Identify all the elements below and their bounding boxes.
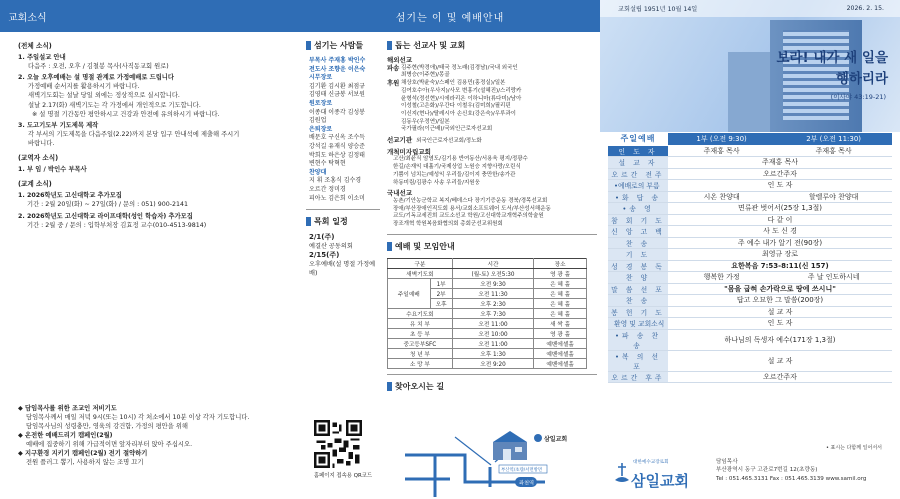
mission-value: 최병승(이주현)/몽골	[401, 72, 450, 79]
campaign-title: 담임목사를 위한 조교인 저비기도	[25, 404, 117, 412]
order-value: 최영규 장로	[668, 249, 892, 261]
mission-label	[387, 119, 401, 127]
mission-subheading: 선교기관	[387, 136, 413, 145]
worship-order-row	[608, 350, 892, 371]
minister-line: 이종대 이종각 김성봉	[309, 108, 365, 116]
row-time: (월-토) 오전5:30	[452, 268, 534, 278]
mission-value: 김여호수아(우사지)/사모 변홍기(설혜진)/스리랑카	[401, 87, 522, 94]
table-header: 장소	[534, 258, 587, 268]
order-label: 기 도	[608, 249, 668, 261]
news-line: 1. 2026학년도 고신대학교 추가모집	[18, 192, 122, 200]
schedule-text: 오후예배(설 명절 가정예배)	[309, 261, 376, 278]
news-line: ※ 설 명절 기간동안 평안하시고 건강과 안전에 유의하시기 바랍니다.	[32, 110, 220, 118]
row-place: 예벤에셀홀	[534, 358, 587, 368]
worship-order-row	[608, 191, 892, 203]
table-row	[388, 328, 587, 338]
row-time: 오전 10:00	[452, 328, 534, 338]
news-line: 가정예배 순서지를 활용하시기 바랍니다.	[28, 83, 140, 91]
mission-label: 후원	[387, 79, 400, 88]
row-name: 소 망 부	[388, 358, 453, 368]
worship-order-row	[608, 306, 892, 318]
minister-line: 피아노 김은희 이소미	[309, 194, 365, 202]
mission-text: 하동미림/김광수 사송 우리들/지원웅	[393, 179, 480, 186]
schedule-heading: 목회 일정	[306, 216, 380, 227]
row-place: 은 혜 홀	[534, 308, 587, 318]
row-name: 중고등부SFC	[388, 338, 453, 348]
order-value: 인 도 자	[668, 180, 892, 192]
row-place: 영 광 홀	[534, 328, 587, 338]
news-title: 교회소식	[0, 0, 300, 32]
mission-label	[387, 88, 401, 96]
schedule-date: 2/1(주)	[309, 233, 335, 242]
map-heading: 찾아오시는 길	[387, 381, 597, 392]
ministers-column	[306, 40, 380, 278]
minister-line: 김원업	[309, 117, 327, 125]
mission-value: 김동우(우정연)/일본	[401, 118, 450, 125]
mission-value: 김주현(박경애)/태국 정노래(김경남)/국내 외국인	[401, 64, 518, 71]
worship-label: 주일예배	[608, 133, 668, 145]
order-label: •화 답 송	[608, 191, 668, 203]
order-label: 찬 양	[608, 272, 668, 284]
mission-row	[387, 72, 597, 80]
news-line: 설날 2.17(화) 새벽기도는 각 가정에서 개인적으로 기도합니다.	[28, 101, 201, 109]
order-value: 인 도 자	[668, 318, 892, 330]
ministers-list	[306, 57, 380, 203]
church-address: 담임목사 부산광역시 동구 고관로7번길 12(초량동) Tel : 051.465.3131 Fax : 051.465.3139 www.samil.org	[716, 459, 867, 482]
order-value: 오르간주자	[668, 371, 892, 383]
first-service: 1부 (오전 9:30)	[668, 133, 775, 145]
order-value: 주 날 인도하시네	[775, 272, 892, 284]
service-panel	[300, 0, 600, 499]
minister-line: 김기환 김시환 최점규	[309, 82, 365, 90]
row-place: 예벤에셀홀	[534, 348, 587, 358]
minister-line: 오르간 정미경	[309, 185, 346, 193]
minister-line: 박희도 하은상 김정태	[309, 151, 365, 159]
minister-line: 원로장로	[309, 99, 333, 107]
mission-value: 윤형석(정선현)/시에라리온 이하니마(류다미)/남아	[401, 95, 522, 102]
worship-order-row	[608, 214, 892, 226]
campaign-title: 지구환경 지키기 캠페인(2월) 전기 절약하기	[25, 449, 148, 457]
mission-text: 외국인근로자선교회/정노화	[416, 138, 482, 145]
minister-line: 강석길 유재식 양승준	[309, 142, 365, 150]
table-header: 구분	[388, 258, 453, 268]
order-value: 사 도 신 경	[668, 226, 892, 238]
minister-line: 시무장로	[309, 74, 333, 82]
mission-row	[387, 103, 597, 111]
worship-order-row	[608, 180, 892, 192]
bulletin-cover	[600, 0, 900, 499]
order-label: 성 경 봉 독	[608, 260, 668, 272]
minister-line: 전도사 조향운 이은숙	[309, 65, 366, 73]
mission-value: 이신지(현나)/탈레시아 손신호(강은숙)/우루과이	[401, 110, 516, 117]
order-label: 인 도 자	[608, 145, 668, 157]
schedule-list	[306, 233, 380, 278]
founded-date: 교회설립 1951년 10월 14일	[618, 6, 698, 13]
row-time: 오전 11:30	[452, 288, 534, 298]
qr-code-icon[interactable]	[314, 420, 362, 468]
order-value: 주재홍 목사	[668, 157, 892, 169]
order-value: 하나님의 독생자 예수(171장 1,3절)	[668, 329, 892, 350]
order-label: 참 회 기 도	[608, 214, 668, 226]
qr-caption: 홈페이지 접속용 QR코드	[313, 473, 373, 479]
section-heading: (교계 소식)	[18, 180, 52, 189]
worship-order-row	[608, 371, 892, 383]
table-row	[388, 308, 587, 318]
row-group: 주일예배	[388, 278, 431, 308]
worship-order-row	[608, 329, 892, 350]
order-value: 답고 오묘한 그 말씀(200장)	[668, 295, 892, 307]
minister-line: 찬양대	[309, 168, 327, 176]
row-time: 오전 11:00	[452, 318, 534, 328]
row-name: 청 년 부	[388, 348, 453, 358]
campaign-title: 온전한 예배드리기 캠페인(2월)	[25, 431, 113, 439]
mission-label	[387, 126, 401, 134]
order-label: 환영 및 교회소식	[608, 318, 668, 330]
mission-heading: 돕는 선교사 및 교회	[387, 40, 597, 51]
row-part: 오후	[430, 298, 452, 308]
section-heading: (전체 소식)	[18, 42, 52, 50]
schedule-date: 2/15(주)	[309, 251, 340, 260]
mission-label: 파송	[387, 63, 400, 72]
spacer	[18, 230, 294, 404]
worship-heading: 예배 및 모임안내	[387, 241, 597, 252]
mission-subheading: 개척미자립교회	[387, 147, 431, 156]
order-value: 다 같 이	[668, 214, 892, 226]
order-value: 할렐루야 찬양대	[775, 191, 892, 203]
row-part: 2부	[430, 288, 452, 298]
row-name: 초 등 부	[388, 328, 453, 338]
row-time: 오후 1:30	[452, 348, 534, 358]
mission-value: 국가필라(이근배)/국외인근로자선교회	[401, 126, 493, 133]
campaign-text: 담임목사께서 매일 저녁 9시(또는 10시) 각 처소에서 10분 이상 각자 기도합니다.	[26, 413, 250, 421]
row-name: 유 치 부	[388, 318, 453, 328]
worship-order-row	[608, 145, 892, 157]
minister-line: 김영태 신금봉 서보원	[309, 91, 365, 99]
worship-order-row	[608, 168, 892, 180]
order-value: 설 교 자	[668, 306, 892, 318]
order-label: 찬 송	[608, 237, 668, 249]
logo-mark-icon	[615, 462, 629, 484]
news-body	[0, 32, 300, 467]
mission-text: 교도/기독교세진희 교도소선교 학원/고신대학교개혁주의학술원	[393, 213, 544, 220]
order-label: 말 씀 선 포	[608, 283, 668, 295]
service-title: 섬기는 이 및 예배안내	[300, 0, 600, 32]
news-line: 2. 오늘 오후예배는 설 명절 관계로 가정예배로 드립니다	[18, 74, 174, 82]
bulletin-date: 2026. 2. 15.	[846, 5, 884, 12]
row-time: 오후 2:30	[452, 298, 534, 308]
row-part: 1부	[430, 278, 452, 288]
mission-row	[387, 111, 597, 119]
mission-subheading: 국내선교	[387, 189, 413, 198]
mission-row	[387, 88, 597, 96]
church-logo: 대한예수교장로회 삼일교회	[615, 452, 695, 496]
directions-map	[395, 427, 595, 497]
campaign-text: 예배에 집중하기 위해 가급적이면 앞자리부터 앉아 주십시오.	[26, 440, 193, 448]
mission-row	[387, 126, 597, 134]
row-place: 은 혜 홀	[534, 288, 587, 298]
table-header: 시간	[452, 258, 534, 268]
order-value: 요한복음 7:53-8:11(신 157)	[668, 260, 892, 272]
order-label: 오르간 전주	[608, 168, 668, 180]
mission-list: 해외선교 파송 김주현(박경애)/태국 정노래(김경남)/국내 외국인 최병승(이주현)/몽골 후원 채상호(박윤숙)/스페인 김용민(홍정실)/일본 김여호수아(우사지)/사모 변홍기(설혜진)/스리랑카 윤형석(정선현)/시에라리온 이하니마(류다미)/남아 이성철(고은화)/우간다 이철우(김미희)/필리핀 이신지(현나)/탈레시아 손신호(강은숙)/우루과이 김동우(우정연)/일본 국가필라(이근배)/국외인근로자선교회 선교기관 외국인근로자선교회/정노화 개척미자립교회 고산/최윤식 암염도/김기용 반여동산/서용욱 평지/정광수 한길/손재익 대흘기/국제상업 노원승 지향사랑/오린식 기쁨이 넘치는/예성익 우리들/김이지 충만한/송가관 하동미림/김광수 사송 우리들/지원웅 국내선교 농촌/기안농군학교 복지/베데스다 장기기증운동 경북/경목선교회 장애/부산장애인직도회 용서/교회소프트웨어 도서/부산성서해운동 교도/기독교세진희 교도소선교 학원/고신대학교개혁주의학술원 장조개혁 학원복음화협의회 총회군선교위원회	[387, 57, 597, 229]
news-line: 각 부서의 기도제목을 다음주일(2.22)까지 본당 입구 안내석에 제출해 주시기	[28, 130, 240, 138]
table-row	[388, 348, 587, 358]
mission-label	[387, 111, 401, 119]
order-label: •예배로의 부름	[608, 180, 668, 192]
order-value: "몸을 굽혀 손가락으로 땅에 쓰시니"	[668, 283, 892, 295]
mission-row	[387, 80, 597, 88]
order-value: 행복한 가정	[668, 272, 775, 284]
worship-order-row	[608, 237, 892, 249]
order-value: 주재홍 목사	[775, 145, 892, 157]
stand-note: • 표시는 다함께 일어서서	[825, 445, 882, 451]
row-name: 수요기도회	[388, 308, 453, 318]
order-label: 설 교 자	[608, 157, 668, 169]
row-place: 예벤에셀홀	[534, 338, 587, 348]
order-label: 봉 헌 기 도	[608, 306, 668, 318]
minister-line: 배문호 구신옥 조수득	[309, 134, 365, 142]
news-line: 기간 : 2월 20일(화) ~ 27일(화) / 문의 : 051) 900-2141	[27, 201, 189, 209]
news-line: 1. 주일설교 안내	[18, 54, 66, 62]
order-label: •복 의 선 포	[608, 350, 668, 371]
row-place: 영 광 홀	[534, 268, 587, 278]
news-line: 다음주 : 오전, 오후 / 김철봉 목사(사직동교회 원로)	[28, 63, 169, 71]
row-time: 오전 11:00	[452, 338, 534, 348]
news-line: 3. 도고기도부 기도제목 제작	[18, 121, 99, 129]
worship-order-row	[608, 272, 892, 284]
order-value: 시온 찬양대	[668, 191, 775, 203]
map-station-label: 좌천역	[519, 480, 535, 487]
worship-table	[387, 258, 587, 369]
order-of-worship	[608, 133, 892, 383]
theme-reference: (이사야 43:19-21)	[830, 93, 886, 101]
campaign-text: 담임목사님의 성령충만, 영육의 강건함, 가정의 평안을 위해	[26, 422, 188, 430]
table-row	[388, 278, 587, 288]
mission-column	[387, 40, 597, 398]
worship-order-row	[608, 203, 892, 215]
news-line: 기간 : 2월 중 / 문의 : 입학부처장 김효정 교수(010-4513-9814)	[27, 221, 207, 229]
row-place: 은 혜 홀	[534, 278, 587, 288]
mission-value: 이성철(고은화)/우간다 이철우(김미희)/필리핀	[401, 103, 511, 110]
table-row	[388, 358, 587, 368]
worship-order-row	[608, 283, 892, 295]
worship-order-row	[608, 157, 892, 169]
mission-text: 한길/손재익 대흘기/국제상업 노원승 지향사랑/오린식	[393, 164, 521, 171]
row-place: 새 싹 홀	[534, 318, 587, 328]
mission-text: 장애/부산장애인직도회 용서/교회소프트웨어 도서/부산성서해운동	[393, 205, 551, 212]
worship-order-row	[608, 318, 892, 330]
news-line: 2. 2026학년도 고신대학교 라이프대학(성인 학습자) 추가모집	[18, 212, 193, 220]
campaign-heading: ◆ 지구환경 지키기 캠페인(2월) 전기 절약하기	[18, 449, 148, 457]
campaign-list	[18, 404, 294, 467]
order-value: 주 예수 내가 알기 전(90장)	[668, 237, 892, 249]
mission-label	[387, 103, 401, 111]
row-time: 오전 9:20	[452, 358, 534, 368]
map-church-label: 삼일교회	[544, 436, 568, 443]
row-time: 오전 9:30	[452, 278, 534, 288]
worship-order-row	[608, 295, 892, 307]
order-value: 주재홍 목사	[668, 145, 775, 157]
campaign-heading: ◆ 온전한 예배드리기 캠페인(2월)	[18, 431, 113, 439]
church-photo	[600, 0, 900, 132]
yearly-theme: 보라! 내가 새 일을 행하리라	[776, 50, 888, 87]
mission-value: 채상호(박윤숙)/스페인 김용민(홍정실)/일본	[401, 80, 506, 87]
row-name: 새벽기도회	[388, 268, 453, 278]
row-time: 오후 7:30	[452, 308, 534, 318]
mission-text: 고산/최윤식 암염도/김기용 반여동산/서용욱 평지/정광수	[393, 156, 528, 163]
campaign-heading: ◆ 담임목사를 위한 조교인 저비기도	[18, 404, 117, 412]
mission-text: 농촌/기안농군학교 복지/베데스다 장기기증운동 경북/경목선교회	[393, 197, 548, 204]
order-label: 신 앙 고 백	[608, 226, 668, 238]
mission-label	[387, 96, 401, 104]
map-bus-label: 부산역/초량/서면방면	[501, 468, 543, 473]
order-value: 면류관 벗어서(25장 1,3절)	[668, 203, 892, 215]
campaign-text: 전원 플러그 뽑기, 사용하지 않는 조명 끄기	[26, 458, 144, 466]
order-label: 찬 송	[608, 295, 668, 307]
order-label: •파 송 찬 송	[608, 329, 668, 350]
schedule-text: 예결산 공동의회	[309, 243, 353, 251]
worship-order-row	[608, 226, 892, 238]
minister-line: 은퇴장로	[309, 125, 333, 133]
order-label: 오르간 후주	[608, 371, 668, 383]
table-row	[388, 268, 587, 278]
section-heading: (교역자 소식)	[18, 154, 59, 163]
news-line: 새벽기도회는 설날 당일 외에는 정상적으로 실시합니다.	[28, 92, 180, 100]
second-service: 2부 (오전 11:30)	[775, 133, 892, 145]
minister-line: 부목사 주재홍 박인수	[309, 57, 366, 64]
order-value: 설 교 자	[668, 350, 892, 371]
table-row	[388, 318, 587, 328]
order-value: 오르간주자	[668, 168, 892, 180]
news-panel	[0, 0, 300, 499]
minister-line: 변현수 탁혁현	[309, 160, 346, 168]
minister-line: 지 휘 조홍식 김수경	[309, 177, 362, 185]
order-label: •송 영	[608, 203, 668, 215]
news-line: 1. 부 임 / 박인수 부목사	[18, 166, 87, 174]
ministers-heading: 섬기는 사람들	[306, 40, 380, 51]
mission-text: 기쁨이 넘치는/예성익 우리들/김이지 충만한/송가관	[393, 171, 516, 178]
row-place: 은 혜 홀	[534, 298, 587, 308]
worship-order-row	[608, 249, 892, 261]
mission-text: 장조개혁 학원복음화협의회 총회군선교위원회	[393, 221, 503, 228]
news-line: 바랍니다.	[28, 139, 55, 147]
table-row	[388, 338, 587, 348]
worship-order-row	[608, 260, 892, 272]
